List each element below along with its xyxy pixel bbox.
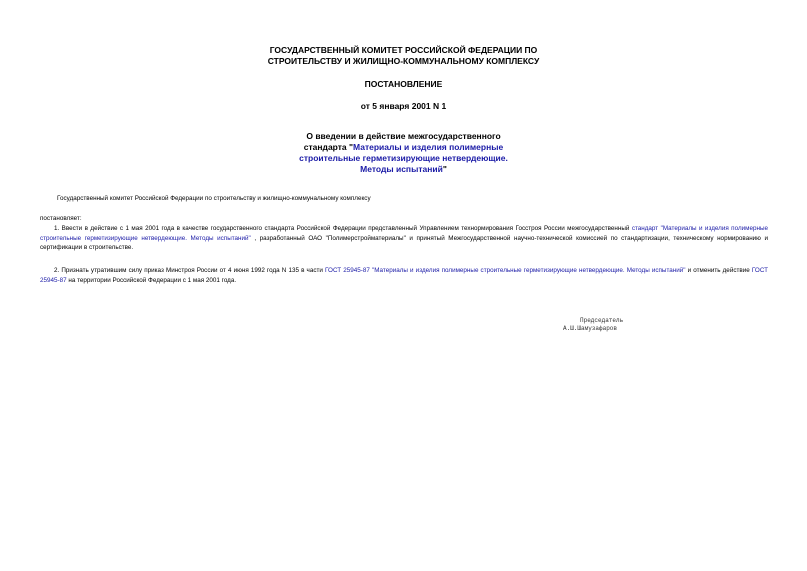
title-line-3 — [0, 153, 807, 164]
clause-2-text-a: 2. Признать утратившим силу приказ Минстроя России от 4 июня 1992 года N 135 в части — [54, 267, 325, 274]
standard-link[interactable]: стандарт "Материалы и изделия полимерные строительные герметизирующие нетвердеющие. Методы испытаний" — [40, 225, 768, 242]
org-line-2: СТРОИТЕЛЬСТВУ И ЖИЛИЩНО-КОММУНАЛЬНОМУ КОМПЛЕКСУ — [267, 56, 540, 66]
clause-1-text-a: 1. Ввести в действие с 1 мая 2001 года в качестве государственного стандарта Российской Федерации представленный Управлением технормирования Госстроя России межгосударственный — [54, 225, 632, 232]
standard-title-link-end[interactable]: Методы испытаний — [360, 164, 443, 174]
title-line-2 — [0, 142, 807, 153]
signatory-role: Председатель — [580, 317, 624, 324]
clause-2-text-b: и отменить действие — [685, 267, 752, 274]
title-line-1: О введении в действие межгосударственного — [306, 131, 501, 141]
clause-1 — [40, 224, 768, 253]
document-date: от 5 января 2001 N 1 — [360, 101, 447, 111]
clause-1-text-b: , разработанный ОАО "Полимерстройматериалы" и принятый Межгосударственной научно-технической комиссией по стандартизации, техническому нормированию и сертификации в строительстве. — [40, 234, 768, 251]
title-suffix: " — [442, 164, 447, 174]
standard-title-link-cont[interactable]: строительные герметизирующие нетвердеющие. — [299, 153, 508, 163]
title-prefix: стандарта " — [303, 142, 354, 152]
document-type: ПОСТАНОВЛЕНИЕ — [364, 79, 443, 89]
gost-link-full[interactable]: ГОСТ 25945-87 "Материалы и изделия полимерные строительные герметизирующие нетвердеющие. Методы испытаний" — [325, 267, 686, 274]
clause-2 — [40, 266, 768, 285]
decrees-word: постановляет: — [40, 215, 82, 222]
intro-paragraph: Государственный комитет Российской Федерации по строительству и жилищно-коммунальному комплексу — [57, 195, 371, 202]
document-title — [0, 131, 807, 175]
title-line-4 — [0, 164, 807, 175]
issuing-organization — [0, 45, 807, 67]
org-line-1: ГОСУДАРСТВЕННЫЙ КОМИТЕТ РОССИЙСКОЙ ФЕДЕРАЦИИ ПО — [269, 45, 538, 55]
clause-2-text-c: на территории Российской Федерации с 1 мая 2001 года. — [66, 276, 237, 284]
signatory-name: А.Ш.Шамузафаров — [563, 325, 618, 332]
standard-title-link[interactable]: Материалы и изделия полимерные — [353, 142, 504, 152]
gost-link-short[interactable]: ГОСТ 25945-87 — [40, 267, 768, 284]
